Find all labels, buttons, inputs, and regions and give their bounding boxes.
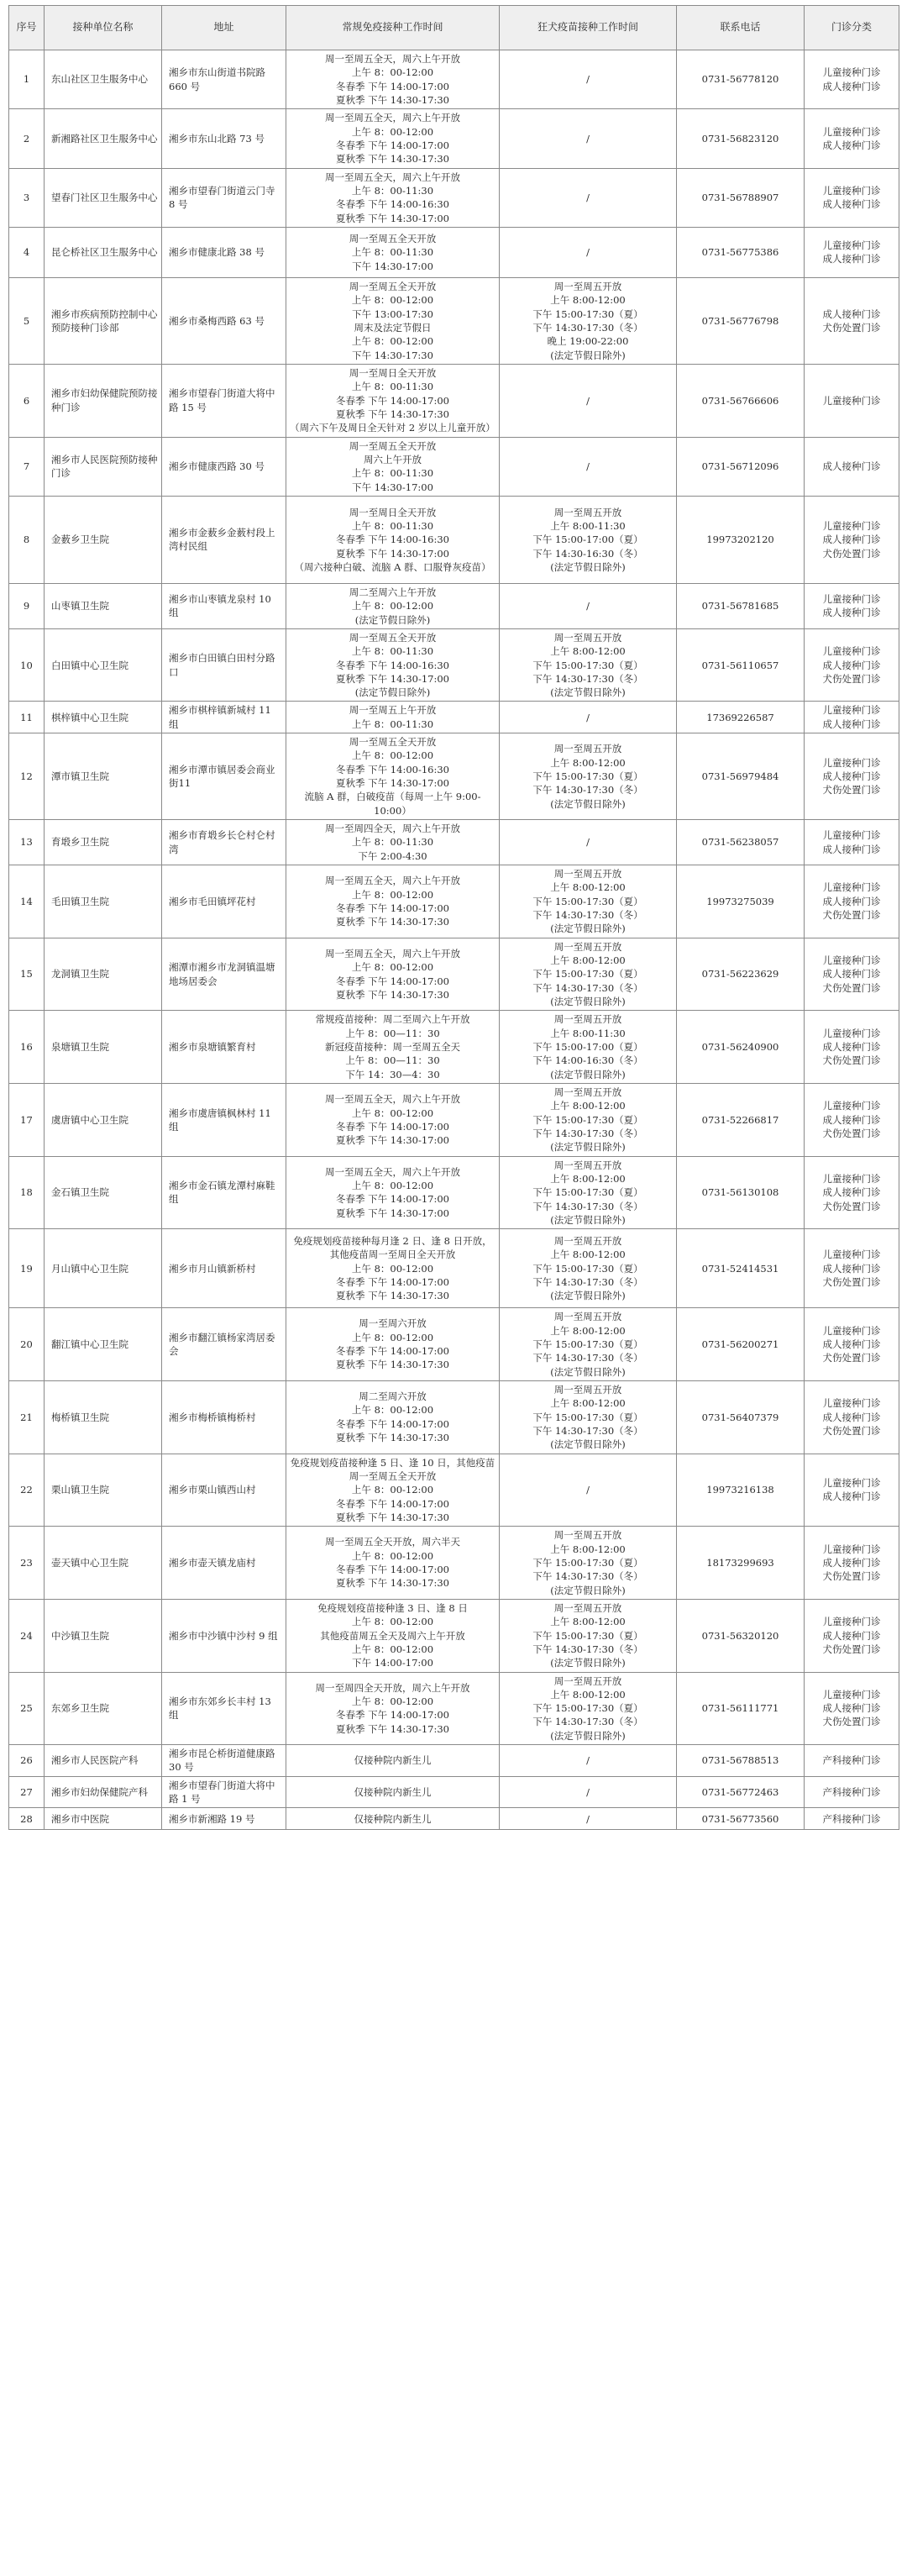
cell-rabies-hours: / bbox=[500, 583, 677, 628]
header-address: 地址 bbox=[162, 6, 286, 50]
table-row bbox=[9, 1527, 899, 1600]
cell-unit-name: 月山镇中心卫生院 bbox=[45, 1229, 162, 1308]
cell-no: 2 bbox=[9, 109, 45, 168]
cell-clinic-type: 儿童接种门诊 成人接种门诊 犬伤处置门诊 bbox=[805, 938, 899, 1011]
cell-unit-name: 泉塘镇卫生院 bbox=[45, 1011, 162, 1084]
cell-unit-name: 中沙镇卫生院 bbox=[45, 1599, 162, 1672]
cell-address: 湘乡市梅桥镇梅桥村 bbox=[162, 1380, 286, 1454]
cell-routine-hours: 周一至周五上午开放 上午 8：00-11:30 bbox=[286, 702, 500, 733]
cell-rabies-hours: 周一至周五开放 上午 8:00-12:00 下午 15:00-17:30（夏） 下午 14:30-17:30（冬） (法定节假日除外) bbox=[500, 1229, 677, 1308]
cell-rabies-hours: 周一至周五开放 上午 8:00-12:00 下午 15:00-17:30（夏） 下午 14:30-17:30（冬） (法定节假日除外) bbox=[500, 1599, 677, 1672]
cell-phone: 0731-56778120 bbox=[677, 50, 805, 109]
table-row bbox=[9, 227, 899, 277]
cell-phone: 19973202120 bbox=[677, 496, 805, 583]
cell-address: 湘乡市东山北路 73 号 bbox=[162, 109, 286, 168]
cell-unit-name: 湘乡市人民医院产科 bbox=[45, 1745, 162, 1777]
cell-rabies-hours: / bbox=[500, 437, 677, 496]
cell-address: 湘乡市翻江镇杨家湾居委会 bbox=[162, 1308, 286, 1381]
cell-phone: 0731-56407379 bbox=[677, 1380, 805, 1454]
cell-phone: 0731-52266817 bbox=[677, 1084, 805, 1157]
cell-clinic-type: 产科接种门诊 bbox=[805, 1745, 899, 1777]
cell-address: 湘乡市白田镇白田村分路口 bbox=[162, 628, 286, 702]
table-row bbox=[9, 364, 899, 437]
table-body bbox=[9, 50, 899, 1830]
schedule-document bbox=[8, 5, 899, 1830]
header-phone: 联系电话 bbox=[677, 6, 805, 50]
cell-rabies-hours: 周一至周五开放 上午 8:00-11:30 下午 15:00-17:00（夏） 下午 14:00-16:30（冬） (法定节假日除外) bbox=[500, 1011, 677, 1084]
table-row bbox=[9, 50, 899, 109]
cell-phone: 0731-56130108 bbox=[677, 1156, 805, 1229]
cell-no: 5 bbox=[9, 277, 45, 364]
table-row bbox=[9, 1156, 899, 1229]
cell-phone: 0731-56775386 bbox=[677, 227, 805, 277]
cell-phone: 0731-52414531 bbox=[677, 1229, 805, 1308]
table-row bbox=[9, 1745, 899, 1777]
table-row bbox=[9, 1084, 899, 1157]
cell-unit-name: 东山社区卫生服务中心 bbox=[45, 50, 162, 109]
cell-clinic-type: 儿童接种门诊 成人接种门诊 犬伤处置门诊 bbox=[805, 1156, 899, 1229]
cell-routine-hours: 周二至周六开放 上午 8：00-12:00 冬春季 下午 14:00-17:00 夏秋季 下午 14:30-17:30 bbox=[286, 1380, 500, 1454]
cell-no: 21 bbox=[9, 1380, 45, 1454]
cell-no: 14 bbox=[9, 865, 45, 938]
cell-clinic-type: 儿童接种门诊 成人接种门诊 犬伤处置门诊 bbox=[805, 496, 899, 583]
cell-unit-name: 山枣镇卫生院 bbox=[45, 583, 162, 628]
cell-clinic-type: 儿童接种门诊 成人接种门诊 bbox=[805, 820, 899, 865]
cell-phone: 18173299693 bbox=[677, 1527, 805, 1600]
cell-rabies-hours: 周一至周五开放 上午 8:00-12:00 下午 15:00-17:30（夏） 下午 14:30-17:30（冬） (法定节假日除外) bbox=[500, 938, 677, 1011]
cell-routine-hours: 周一至周五全天开放 周六上午开放 上午 8：00-11:30 下午 14:30-17:00 bbox=[286, 437, 500, 496]
cell-routine-hours: 仅接种院内新生儿 bbox=[286, 1776, 500, 1808]
cell-no: 12 bbox=[9, 733, 45, 820]
cell-rabies-hours: 周一至周五开放 上午 8:00-12:00 下午 15:00-17:30（夏） 下午 14:30-17:30（冬） (法定节假日除外) bbox=[500, 733, 677, 820]
cell-clinic-type: 儿童接种门诊 成人接种门诊 犬伤处置门诊 bbox=[805, 1527, 899, 1600]
cell-rabies-hours: 周一至周五开放 上午 8:00-11:30 下午 15:00-17:00（夏） 下午 14:30-16:30（冬） (法定节假日除外) bbox=[500, 496, 677, 583]
cell-phone: 0731-56823120 bbox=[677, 109, 805, 168]
cell-unit-name: 东郊乡卫生院 bbox=[45, 1672, 162, 1745]
cell-unit-name: 龙洞镇卫生院 bbox=[45, 938, 162, 1011]
cell-clinic-type: 儿童接种门诊 成人接种门诊 犬伤处置门诊 bbox=[805, 1672, 899, 1745]
cell-rabies-hours: 周一至周五开放 上午 8:00-12:00 下午 15:00-17:30（夏） 下午 14:30-17:30（冬） (法定节假日除外) bbox=[500, 628, 677, 702]
cell-phone: 0731-56766606 bbox=[677, 364, 805, 437]
cell-routine-hours: 周一至周五全天，周六上午开放 上午 8：00-12:00 冬春季 下午 14:00-17:00 夏秋季 下午 14:30-17:30 bbox=[286, 50, 500, 109]
cell-rabies-hours: / bbox=[500, 364, 677, 437]
table-row bbox=[9, 1380, 899, 1454]
cell-no: 18 bbox=[9, 1156, 45, 1229]
cell-phone: 0731-56773560 bbox=[677, 1808, 805, 1830]
table-row bbox=[9, 1011, 899, 1084]
cell-routine-hours: 周一至周五全天开放 上午 8：00-12:00 冬春季 下午 14:00-16:30 夏秋季 下午 14:30-17:00 流脑 A 群，白破疫苗（每周一上午 9:00-10:00） bbox=[286, 733, 500, 820]
cell-address: 湘乡市棋梓镇新城村 11 组 bbox=[162, 702, 286, 733]
cell-phone: 0731-56776798 bbox=[677, 277, 805, 364]
cell-routine-hours: 周一至周日全天开放 上午 8：00-11:30 冬春季 下午 14:00-17:00 夏秋季 下午 14:30-17:30 （周六下午及周日全天针对 2 岁以上儿童开放） bbox=[286, 364, 500, 437]
cell-no: 19 bbox=[9, 1229, 45, 1308]
cell-unit-name: 湘乡市疾病预防控制中心预防接种门诊部 bbox=[45, 277, 162, 364]
cell-rabies-hours: / bbox=[500, 820, 677, 865]
cell-routine-hours: 周一至周五全天，周六上午开放 上午 8：00-12:00 冬春季 下午 14:00-17:00 夏秋季 下午 14:30-17:00 bbox=[286, 1156, 500, 1229]
cell-address: 湘乡市栗山镇西山村 bbox=[162, 1454, 286, 1527]
cell-no: 13 bbox=[9, 820, 45, 865]
cell-routine-hours: 免疫规划疫苗接种每月逢 2 日、逢 8 日开放，其他疫苗周一至周日全天开放 上午 8：00-12:00 冬春季 下午 14:00-17:00 夏秋季 下午 14:30-17:30 bbox=[286, 1229, 500, 1308]
vaccination-schedule-table bbox=[8, 5, 899, 1830]
cell-unit-name: 翻江镇中心卫生院 bbox=[45, 1308, 162, 1381]
cell-clinic-type: 儿童接种门诊 成人接种门诊 犬伤处置门诊 bbox=[805, 865, 899, 938]
cell-no: 16 bbox=[9, 1011, 45, 1084]
cell-unit-name: 育塅乡卫生院 bbox=[45, 820, 162, 865]
cell-no: 3 bbox=[9, 168, 45, 227]
cell-clinic-type: 儿童接种门诊 bbox=[805, 364, 899, 437]
cell-clinic-type: 儿童接种门诊 成人接种门诊 犬伤处置门诊 bbox=[805, 1308, 899, 1381]
cell-routine-hours: 仅接种院内新生儿 bbox=[286, 1808, 500, 1830]
cell-routine-hours: 周一至周五全天，周六上午开放 上午 8：00-12:00 冬春季 下午 14:00-17:00 夏秋季 下午 14:30-17:30 bbox=[286, 865, 500, 938]
cell-no: 17 bbox=[9, 1084, 45, 1157]
cell-no: 10 bbox=[9, 628, 45, 702]
cell-rabies-hours: 周一至周五开放 上午 8:00-12:00 下午 15:00-17:30（夏） 下午 14:30-17:30（冬） (法定节假日除外) bbox=[500, 1156, 677, 1229]
cell-clinic-type: 儿童接种门诊 成人接种门诊 bbox=[805, 50, 899, 109]
cell-address: 湘乡市东山街道书院路 660 号 bbox=[162, 50, 286, 109]
cell-unit-name: 梅桥镇卫生院 bbox=[45, 1380, 162, 1454]
cell-phone: 0731-56772463 bbox=[677, 1776, 805, 1808]
cell-rabies-hours: 周一至周五开放 上午 8:00-12:00 下午 15:00-17:30（夏） 下午 14:30-17:30（冬） (法定节假日除外) bbox=[500, 1527, 677, 1600]
cell-rabies-hours: / bbox=[500, 50, 677, 109]
cell-unit-name: 金石镇卫生院 bbox=[45, 1156, 162, 1229]
cell-no: 8 bbox=[9, 496, 45, 583]
cell-unit-name: 昆仑桥社区卫生服务中心 bbox=[45, 227, 162, 277]
cell-unit-name: 湘乡市妇幼保健院预防接种门诊 bbox=[45, 364, 162, 437]
cell-rabies-hours: / bbox=[500, 1776, 677, 1808]
table-row bbox=[9, 820, 899, 865]
cell-address: 湘乡市昆仑桥街道健康路 30 号 bbox=[162, 1745, 286, 1777]
cell-rabies-hours: 周一至周五开放 上午 8:00-12:00 下午 15:00-17:30（夏） 下午 14:30-17:30（冬） (法定节假日除外) bbox=[500, 1380, 677, 1454]
cell-no: 28 bbox=[9, 1808, 45, 1830]
cell-unit-name: 虞唐镇中心卫生院 bbox=[45, 1084, 162, 1157]
cell-phone: 0731-56200271 bbox=[677, 1308, 805, 1381]
cell-clinic-type: 儿童接种门诊 成人接种门诊 犬伤处置门诊 bbox=[805, 733, 899, 820]
table-row bbox=[9, 865, 899, 938]
cell-phone: 0731-56788513 bbox=[677, 1745, 805, 1777]
cell-routine-hours: 周一至周五全天，周六上午开放 上午 8：00-11:30 冬春季 下午 14:00-16:30 夏秋季 下午 14:30-17:00 bbox=[286, 168, 500, 227]
cell-address: 湘乡市壶天镇龙庙村 bbox=[162, 1527, 286, 1600]
cell-address: 湘乡市新湘路 19 号 bbox=[162, 1808, 286, 1830]
cell-rabies-hours: 周一至周五开放 上午 8:00-12:00 下午 15:00-17:30（夏） 下午 14:30-17:30（冬） (法定节假日除外) bbox=[500, 865, 677, 938]
header-unit-name: 接种单位名称 bbox=[45, 6, 162, 50]
cell-rabies-hours: 周一至周五开放 上午 8:00-12:00 下午 15:00-17:30（夏） 下午 14:30-17:30（冬） (法定节假日除外) bbox=[500, 1308, 677, 1381]
cell-address: 湘潭市湘乡市龙洞镇温塘地场居委会 bbox=[162, 938, 286, 1011]
cell-unit-name: 棋梓镇中心卫生院 bbox=[45, 702, 162, 733]
cell-address: 湘乡市山枣镇龙泉村 10 组 bbox=[162, 583, 286, 628]
cell-no: 26 bbox=[9, 1745, 45, 1777]
cell-no: 9 bbox=[9, 583, 45, 628]
cell-routine-hours: 周一至周五全天，周六上午开放 上午 8：00-12:00 冬春季 下午 14:00-17:00 夏秋季 下午 14:30-17:30 bbox=[286, 109, 500, 168]
header-routine-hours: 常规免疫接种工作时间 bbox=[286, 6, 500, 50]
cell-address: 湘乡市金石镇龙潭村麻鞋组 bbox=[162, 1156, 286, 1229]
cell-routine-hours: 免疫规划疫苗接种逢 3 日、逢 8 日 上午 8：00-12:00 其他疫苗周五全天及周六上午开放 上午 8：00-12:00 下午 14:00-17:00 bbox=[286, 1599, 500, 1672]
cell-unit-name: 金薮乡卫生院 bbox=[45, 496, 162, 583]
cell-clinic-type: 儿童接种门诊 成人接种门诊 bbox=[805, 109, 899, 168]
cell-phone: 0731-56320120 bbox=[677, 1599, 805, 1672]
cell-no: 4 bbox=[9, 227, 45, 277]
cell-clinic-type: 产科接种门诊 bbox=[805, 1776, 899, 1808]
cell-address: 湘乡市金薮乡金薮村段上湾村民组 bbox=[162, 496, 286, 583]
cell-no: 27 bbox=[9, 1776, 45, 1808]
cell-phone: 0731-56240900 bbox=[677, 1011, 805, 1084]
table-row bbox=[9, 1599, 899, 1672]
table-header bbox=[9, 6, 899, 50]
cell-address: 湘乡市泉塘镇繁育村 bbox=[162, 1011, 286, 1084]
cell-routine-hours: 周二至周六上午开放 上午 8：00-12:00 (法定节假日除外) bbox=[286, 583, 500, 628]
cell-address: 湘乡市桑梅西路 63 号 bbox=[162, 277, 286, 364]
table-row bbox=[9, 437, 899, 496]
cell-no: 7 bbox=[9, 437, 45, 496]
cell-clinic-type: 儿童接种门诊 成人接种门诊 犬伤处置门诊 bbox=[805, 1011, 899, 1084]
table-row bbox=[9, 277, 899, 364]
cell-rabies-hours: 周一至周五开放 上午 8:00-12:00 下午 15:00-17:30（夏） 下午 14:30-17:30（冬） (法定节假日除外) bbox=[500, 1084, 677, 1157]
cell-no: 11 bbox=[9, 702, 45, 733]
cell-unit-name: 潭市镇卫生院 bbox=[45, 733, 162, 820]
cell-phone: 19973275039 bbox=[677, 865, 805, 938]
cell-phone: 0731-56712096 bbox=[677, 437, 805, 496]
cell-no: 20 bbox=[9, 1308, 45, 1381]
table-row bbox=[9, 1672, 899, 1745]
cell-unit-name: 毛田镇卫生院 bbox=[45, 865, 162, 938]
cell-unit-name: 白田镇中心卫生院 bbox=[45, 628, 162, 702]
cell-rabies-hours: / bbox=[500, 1454, 677, 1527]
cell-address: 湘乡市健康西路 30 号 bbox=[162, 437, 286, 496]
cell-address: 湘乡市望春门街道大将中路 1 号 bbox=[162, 1776, 286, 1808]
cell-address: 湘乡市中沙镇中沙村 9 组 bbox=[162, 1599, 286, 1672]
cell-routine-hours: 周一至周五全天开放 上午 8：00-11:30 下午 14:30-17:00 bbox=[286, 227, 500, 277]
cell-routine-hours: 周一至周五全天开放 上午 8：00-12:00 下午 13:00-17:30 周末及法定节假日 上午 8：00-12:00 下午 14:30-17:30 bbox=[286, 277, 500, 364]
cell-clinic-type: 儿童接种门诊 成人接种门诊 犬伤处置门诊 bbox=[805, 1599, 899, 1672]
cell-clinic-type: 产科接种门诊 bbox=[805, 1808, 899, 1830]
cell-unit-name: 湘乡市妇幼保健院产科 bbox=[45, 1776, 162, 1808]
cell-rabies-hours: 周一至周五开放 上午 8:00-12:00 下午 15:00-17:30（夏） 下午 14:30-17:30（冬） 晚上 19:00-22:00 (法定节假日除外) bbox=[500, 277, 677, 364]
cell-no: 22 bbox=[9, 1454, 45, 1527]
table-row bbox=[9, 109, 899, 168]
header-rabies-hours: 狂犬疫苗接种工作时间 bbox=[500, 6, 677, 50]
table-row bbox=[9, 496, 899, 583]
cell-routine-hours: 仅接种院内新生儿 bbox=[286, 1745, 500, 1777]
table-row bbox=[9, 1308, 899, 1381]
cell-clinic-type: 儿童接种门诊 成人接种门诊 bbox=[805, 702, 899, 733]
cell-no: 1 bbox=[9, 50, 45, 109]
cell-address: 湘乡市毛田镇坪花村 bbox=[162, 865, 286, 938]
cell-clinic-type: 儿童接种门诊 成人接种门诊 犬伤处置门诊 bbox=[805, 628, 899, 702]
cell-no: 25 bbox=[9, 1672, 45, 1745]
cell-clinic-type: 儿童接种门诊 成人接种门诊 bbox=[805, 168, 899, 227]
table-row bbox=[9, 168, 899, 227]
table-row bbox=[9, 583, 899, 628]
cell-routine-hours: 周一至周五全天，周六上午开放 上午 8：00-12:00 冬春季 下午 14:00-17:00 夏秋季 下午 14:30-17:30 bbox=[286, 938, 500, 1011]
cell-no: 15 bbox=[9, 938, 45, 1011]
cell-address: 湘乡市月山镇新桥村 bbox=[162, 1229, 286, 1308]
cell-clinic-type: 成人接种门诊 bbox=[805, 437, 899, 496]
cell-rabies-hours: / bbox=[500, 168, 677, 227]
cell-routine-hours: 周一至周五全天开放，周六半天 上午 8：00-12:00 冬春季 下午 14:00-17:00 夏秋季 下午 14:30-17:30 bbox=[286, 1527, 500, 1600]
cell-routine-hours: 免疫规划疫苗接种逢 5 日、逢 10 日，其他疫苗周一至周五全天开放 上午 8：00-12:00 冬春季 下午 14:00-17:00 夏秋季 下午 14:30-17:30 bbox=[286, 1454, 500, 1527]
cell-phone: 0731-56781685 bbox=[677, 583, 805, 628]
cell-no: 6 bbox=[9, 364, 45, 437]
cell-phone: 0731-56979484 bbox=[677, 733, 805, 820]
cell-clinic-type: 儿童接种门诊 成人接种门诊 犬伤处置门诊 bbox=[805, 1229, 899, 1308]
cell-phone: 0731-56223629 bbox=[677, 938, 805, 1011]
cell-address: 湘乡市潭市镇居委会商业街11 bbox=[162, 733, 286, 820]
table-row bbox=[9, 1454, 899, 1527]
cell-phone: 0731-56788907 bbox=[677, 168, 805, 227]
cell-no: 24 bbox=[9, 1599, 45, 1672]
cell-rabies-hours: / bbox=[500, 1808, 677, 1830]
cell-routine-hours: 周一至周五全天开放 上午 8：00-11:30 冬春季 下午 14:00-16:30 夏秋季 下午 14:30-17:00 (法定节假日除外) bbox=[286, 628, 500, 702]
cell-routine-hours: 周一至周五全天，周六上午开放 上午 8：00-12:00 冬春季 下午 14:00-17:00 夏秋季 下午 14:30-17:00 bbox=[286, 1084, 500, 1157]
table-row bbox=[9, 1808, 899, 1830]
table-row bbox=[9, 733, 899, 820]
cell-phone: 17369226587 bbox=[677, 702, 805, 733]
cell-unit-name: 望春门社区卫生服务中心 bbox=[45, 168, 162, 227]
table-row bbox=[9, 702, 899, 733]
cell-clinic-type: 成人接种门诊 犬伤处置门诊 bbox=[805, 277, 899, 364]
cell-clinic-type: 儿童接种门诊 成人接种门诊 bbox=[805, 1454, 899, 1527]
cell-routine-hours: 常规疫苗接种：周二至周六上午开放 上午 8：00—11：30 新冠疫苗接种：周一至周五全天 上午 8：00—11：30 下午 14：30—4：30 bbox=[286, 1011, 500, 1084]
cell-address: 湘乡市东郊乡长丰村 13 组 bbox=[162, 1672, 286, 1745]
cell-routine-hours: 周一至周四全天，周六上午开放 上午 8：00-11:30 下午 2:00-4:30 bbox=[286, 820, 500, 865]
cell-address: 湘乡市望春门街道大将中路 15 号 bbox=[162, 364, 286, 437]
cell-address: 湘乡市健康北路 38 号 bbox=[162, 227, 286, 277]
cell-address: 湘乡市望春门街道云门寺 8 号 bbox=[162, 168, 286, 227]
cell-routine-hours: 周一至周日全天开放 上午 8：00-11:30 冬春季 下午 14:00-16:30 夏秋季 下午 14:30-17:00 （周六接种白破、流脑 A 群、口服脊灰疫苗） bbox=[286, 496, 500, 583]
cell-unit-name: 新湘路社区卫生服务中心 bbox=[45, 109, 162, 168]
table-row bbox=[9, 628, 899, 702]
cell-no: 23 bbox=[9, 1527, 45, 1600]
cell-unit-name: 湘乡市中医院 bbox=[45, 1808, 162, 1830]
cell-unit-name: 壶天镇中心卫生院 bbox=[45, 1527, 162, 1600]
cell-unit-name: 湘乡市人民医院预防接种门诊 bbox=[45, 437, 162, 496]
cell-address: 湘乡市虞唐镇枫林村 11 组 bbox=[162, 1084, 286, 1157]
cell-clinic-type: 儿童接种门诊 成人接种门诊 犬伤处置门诊 bbox=[805, 1084, 899, 1157]
cell-rabies-hours: / bbox=[500, 1745, 677, 1777]
cell-rabies-hours: / bbox=[500, 109, 677, 168]
cell-phone: 19973216138 bbox=[677, 1454, 805, 1527]
header-row bbox=[9, 6, 899, 50]
cell-clinic-type: 儿童接种门诊 成人接种门诊 bbox=[805, 583, 899, 628]
cell-clinic-type: 儿童接种门诊 成人接种门诊 bbox=[805, 227, 899, 277]
cell-rabies-hours: / bbox=[500, 702, 677, 733]
cell-address: 湘乡市育塅乡长仑村仑村湾 bbox=[162, 820, 286, 865]
header-clinic-type: 门诊分类 bbox=[805, 6, 899, 50]
cell-unit-name: 栗山镇卫生院 bbox=[45, 1454, 162, 1527]
table-row bbox=[9, 938, 899, 1011]
header-no: 序号 bbox=[9, 6, 45, 50]
cell-phone: 0731-56238057 bbox=[677, 820, 805, 865]
cell-rabies-hours: 周一至周五开放 上午 8:00-12:00 下午 15:00-17:30（夏） 下午 14:30-17:30（冬） (法定节假日除外) bbox=[500, 1672, 677, 1745]
cell-rabies-hours: / bbox=[500, 227, 677, 277]
cell-phone: 0731-56110657 bbox=[677, 628, 805, 702]
cell-clinic-type: 儿童接种门诊 成人接种门诊 犬伤处置门诊 bbox=[805, 1380, 899, 1454]
cell-phone: 0731-56111771 bbox=[677, 1672, 805, 1745]
table-row bbox=[9, 1776, 899, 1808]
cell-routine-hours: 周一至周四全天开放，周六上午开放 上午 8：00-12:00 冬春季 下午 14:00-17:00 夏秋季 下午 14:30-17:30 bbox=[286, 1672, 500, 1745]
table-row bbox=[9, 1229, 899, 1308]
cell-routine-hours: 周一至周六开放 上午 8：00-12:00 冬春季 下午 14:00-17:00 夏秋季 下午 14:30-17:30 bbox=[286, 1308, 500, 1381]
